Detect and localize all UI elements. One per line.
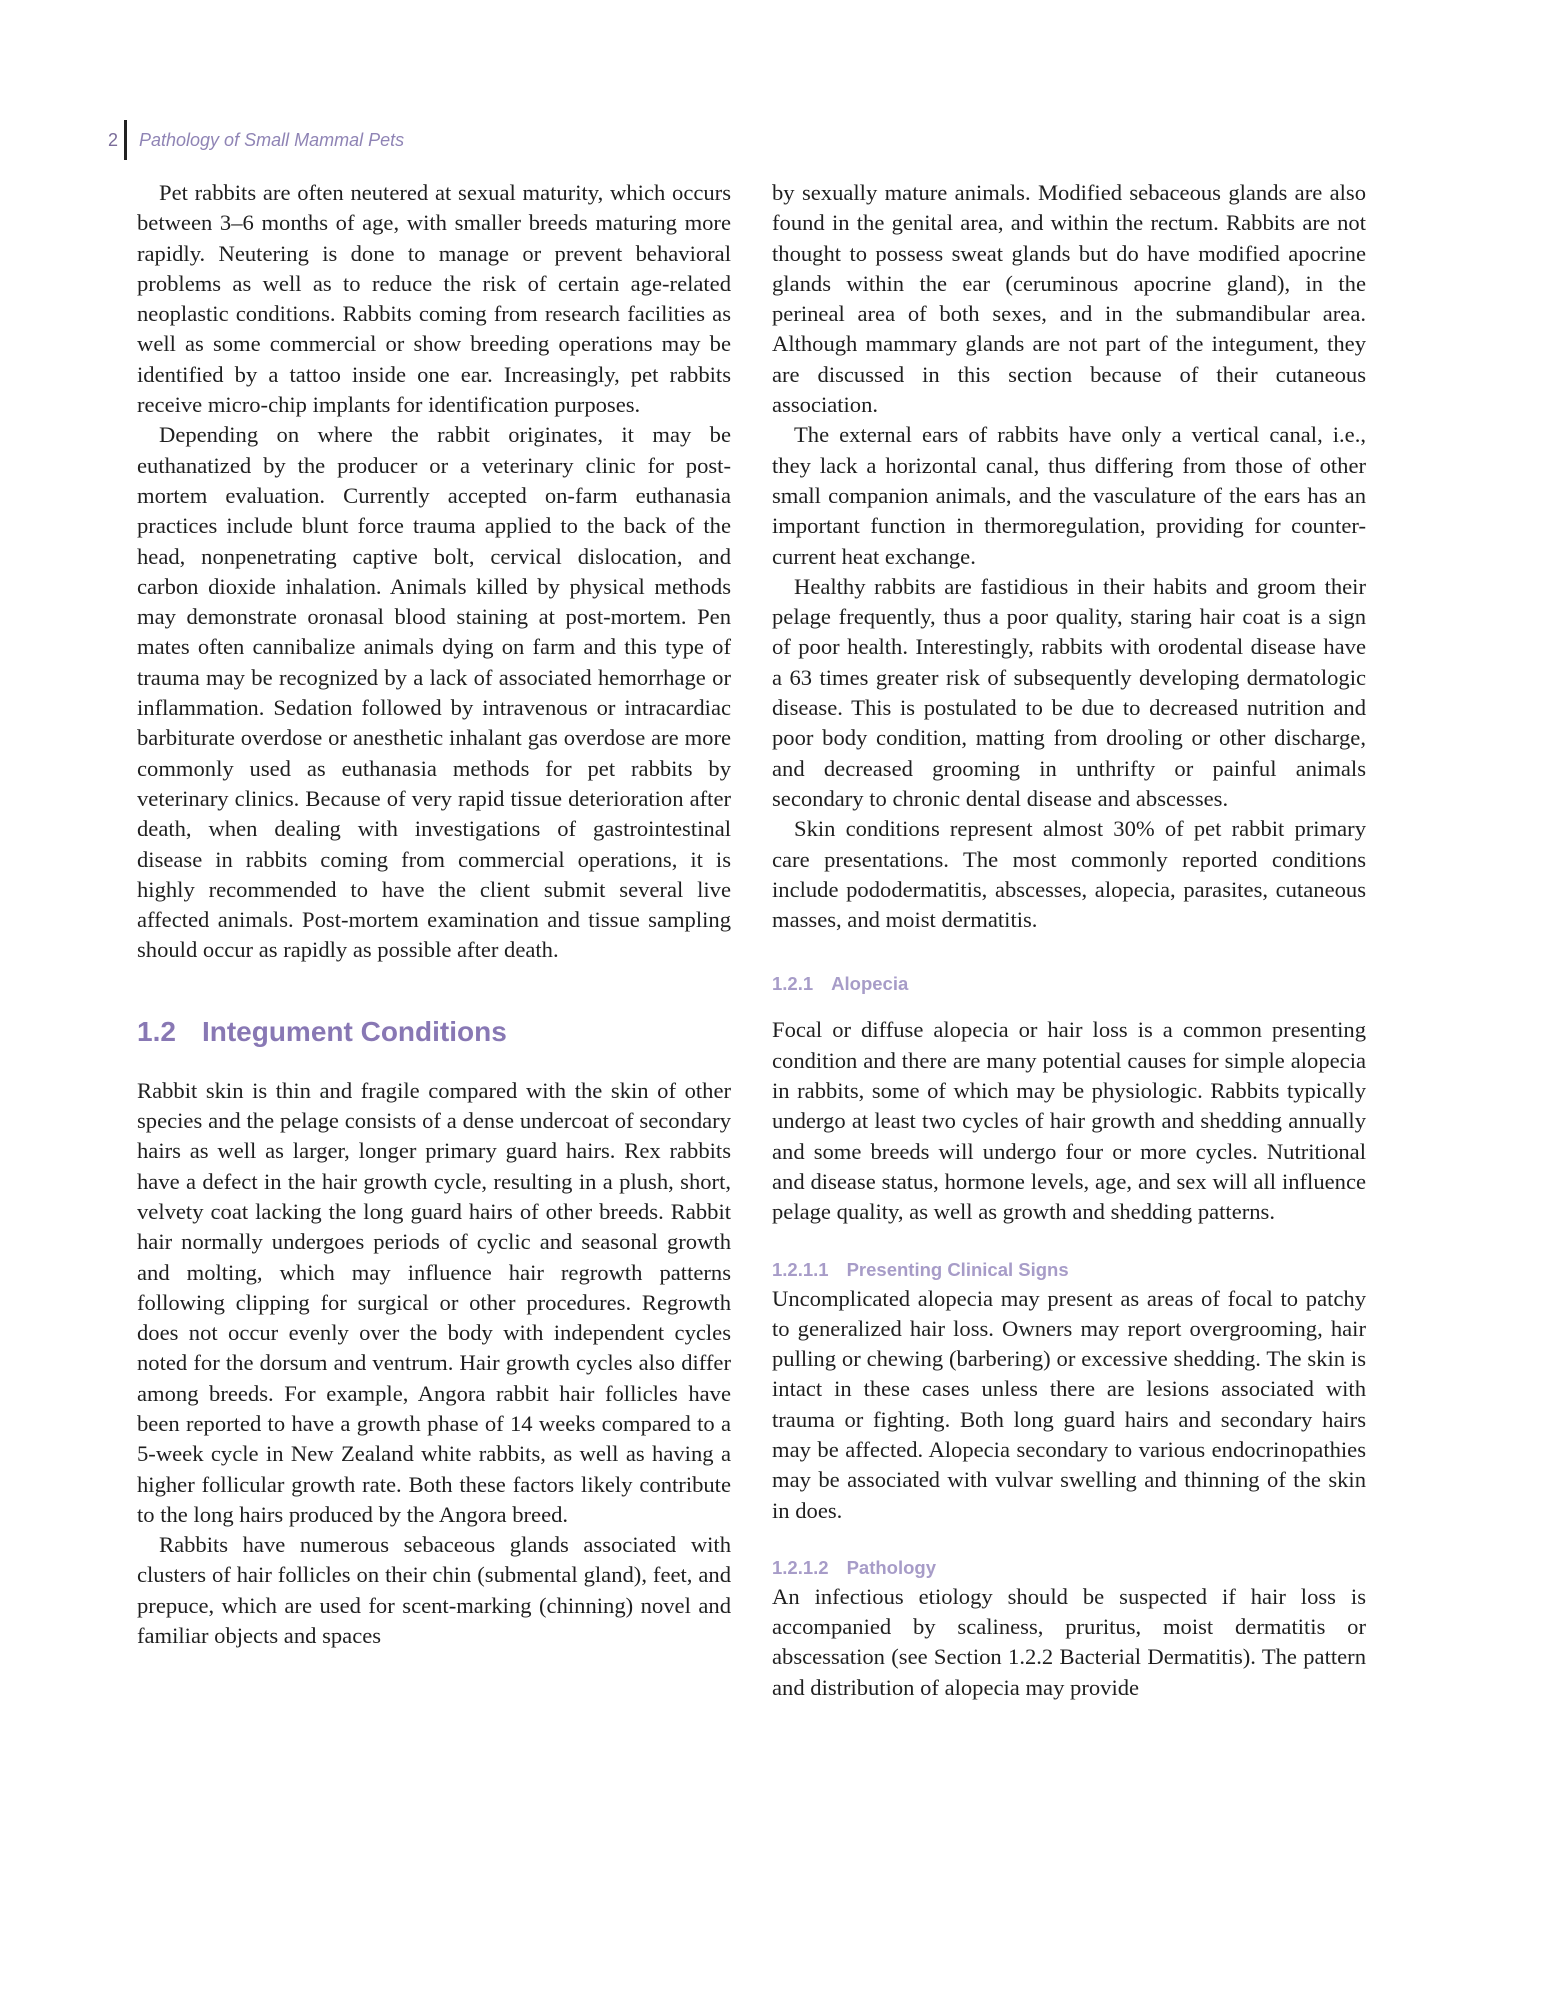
- subsubsection-heading: [772, 1256, 1366, 1284]
- paragraph: Healthy rabbits are fastidious in their habits and groom their pelage frequently, thus a poor quality, staring hair coat is a sign of poor health. Interestingly, rabbits with orodental disease have a 63 times greater risk of subsequently developing dermatologic disease. This is postulated to be due to decreased nutrition and poor body condition, matting from drooling or other discharge, and decreased grooming in unthrifty or painful animals secondary to chronic dental disease and abscesses.: [772, 573, 1366, 811]
- left-column: [137, 178, 731, 1651]
- subsubsection-number: 1.2.1.2: [772, 1556, 829, 1578]
- section-title: Integument Conditions: [201, 1015, 507, 1047]
- paragraph: by sexually mature animals. Modified sebaceous glands are also found in the genital area, and within the rectum. Rabbits are not thought to possess sweat glands but do have modified apocrine glands within the ear (ceruminous apocrine gland), in the perineal area of both sexes, and in the submandibular area. Although mammary glands are not part of the integument, they are discussed in this section because of their cutaneous association.: [772, 180, 1366, 418]
- running-head: [102, 120, 404, 160]
- paragraph: Uncomplicated alopecia may present as areas of focal to patchy to generalized hair loss. Owners may report overgrooming, hair pulling or chewing (barbering) or excessive shedding. The skin is intact in these cases unless there are lesions associated with trauma or fighting. Both long guard hairs and secondary hairs may be affected. Alopecia secondary to various endocrinopathies may be associated with vulvar swelling and thinning of the skin in does.: [772, 1285, 1366, 1523]
- paragraph: Rabbit skin is thin and fragile compared with the skin of other species and the pelage consists of a dense undercoat of secondary hairs as well as larger, longer primary guard hairs. Rex rabbits have a defect in the hair growth cycle, resulting in a plush, short, velvety coat lacking the long guard hairs of other breeds. Rabbit hair normally undergoes periods of cyclic and seasonal growth and molting, which may influence hair regrowth patterns following clipping for surgical or other procedures. Regrowth does not occur evenly over the body with independent cycles noted for the dorsum and ventrum. Hair growth cycles also differ among breeds. For example, Angora rabbit hair follicles have been reported to have a growth phase of 14 weeks compared to a 5-week cycle in New Zealand white rabbits, as well as having a higher follicular growth rate. Both these factors likely contribute to the long hairs produced by the Angora breed.: [137, 1077, 731, 1527]
- subsubsection-number: 1.2.1.1: [772, 1258, 829, 1280]
- header-rule: [124, 120, 127, 160]
- paragraph: Depending on where the rabbit originates, it may be euthanatized by the producer or a veterinary clinic for post-mortem evaluation. Currently accepted on-farm euthanasia practices include blunt force trauma applied to the back of the head, nonpenetrating captive bolt, cervical dislocation, and carbon dioxide inhalation. Animals killed by physical methods may demonstrate oronasal blood staining at post-mortem. Pen mates often cannibalize animals dying on farm and this type of trauma may be recognized by a lack of associated hemorrhage or inflammation. Sedation followed by intravenous or intracardiac barbiturate overdose or anesthetic inhalant gas overdose are more commonly used as euthanasia methods for pet rabbits by veterinary clinics. Because of very rapid tissue deterioration after death, when dealing with investigations of gastrointestinal disease in rabbits coming from commercial operations, it is highly recommended to have the client submit several live affected animals. Post-mortem examination and tissue sampling should occur as rapidly as possible after death.: [137, 422, 731, 963]
- running-title: Pathology of Small Mammal Pets: [139, 129, 405, 150]
- page-number: 2: [107, 129, 118, 150]
- subsubsection-title: Pathology: [846, 1556, 936, 1578]
- paragraph: The external ears of rabbits have only a vertical canal, i.e., they lack a horizontal canal, thus differing from those of other small companion animals, and the vasculature of the ears has an important function in thermoregulation, providing for counter-current heat exchange.: [772, 422, 1366, 569]
- section-number: 1.2: [137, 1015, 176, 1047]
- paragraph: Focal or diffuse alopecia or hair loss is a common presenting condition and there are many potential causes for simple alopecia in rabbits, some of which may be physiologic. Rabbits typically undergo at least two cycles of hair growth and shedding annually and some breeds will undergo four or more cycles. Nutritional and disease status, hormone levels, age, and sex will all influence pelage quality, as well as growth and shedding patterns.: [772, 1017, 1366, 1225]
- paragraph: Skin conditions represent almost 30% of pet rabbit primary care presentations. The most commonly reported conditions include pododermatitis, abscesses, alopecia, parasites, cutaneous masses, and moist dermatitis.: [772, 816, 1366, 933]
- subsection-number: 1.2.1: [772, 973, 814, 995]
- subsubsection-title: Presenting Clinical Signs: [846, 1258, 1069, 1280]
- section-heading: [137, 1012, 731, 1052]
- paragraph: Rabbits have numerous sebaceous glands associated with clusters of hair follicles on their chin (submental gland), feet, and prepuce, which are used for scent-marking (chinning) novel and familiar objects and spaces: [137, 1532, 731, 1649]
- paragraph: Pet rabbits are often neutered at sexual maturity, which occurs between 3–6 months of age, with smaller breeds maturing more rapidly. Neutering is done to manage or prevent behavioral problems as well as to reduce the risk of certain age-related neoplastic conditions. Rabbits coming from research facilities as well as some commercial or show breeding operations may be identified by a tattoo inside one ear. Increasingly, pet rabbits receive micro-chip implants for identification purposes.: [137, 180, 731, 418]
- paragraph: An infectious etiology should be suspected if hair loss is accompanied by scaliness, pruritus, moist dermatitis or abscessation (see Section 1.2.2 Bacterial Dermatitis). The pattern and distribution of alopecia may provide: [772, 1583, 1366, 1700]
- subsection-title: Alopecia: [831, 973, 909, 995]
- right-column: [772, 178, 1366, 1703]
- subsection-heading: [772, 971, 1366, 997]
- subsubsection-heading: [772, 1554, 1366, 1582]
